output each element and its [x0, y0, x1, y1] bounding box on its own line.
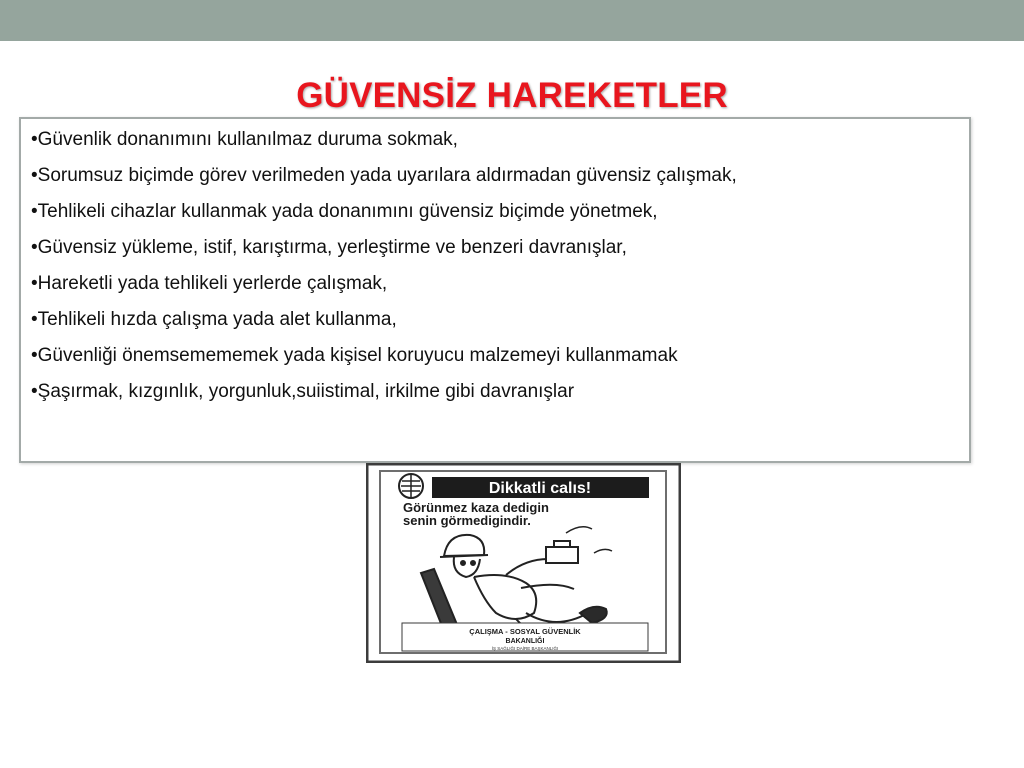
poster-headline: Dikkatli calıs! [488, 480, 592, 497]
bullet-item: •Güvenliği önemsemememek yada kişisel koruyucu malzemeyi kullanmamak [31, 345, 678, 366]
bullet-item: •Tehlikeli hızda çalışma yada alet kullanma, [31, 309, 397, 330]
slide-title: GÜVENSİZ HAREKETLER [296, 76, 728, 115]
poster-footer-line3: İŞ SAĞLIĞI DAİRE BAŞKANLIĞI [491, 646, 559, 651]
bullet-item: •Şaşırmak, kızgınlık, yorgunluk,suiistimal, irkilme gibi davranışlar [31, 381, 575, 402]
poster-footer-line1: ÇALIŞMA - SOSYAL GÜVENLİK [469, 627, 581, 636]
poster-tagline-line2: senin görmedigindir. [403, 513, 531, 528]
ministry-emblem-icon [399, 474, 423, 498]
bullet-item: •Güvenlik donanımını kullanılmaz duruma sokmak, [31, 129, 458, 150]
top-bar [0, 0, 1024, 41]
safety-poster [366, 463, 681, 663]
safety-poster-image [366, 463, 681, 663]
bullet-item: •Sorumsuz biçimde görev verilmeden yada uyarılara aldırmadan güvensiz çalışmak, [31, 165, 737, 186]
bullet-item: •Güvensiz yükleme, istif, karıştırma, yerleştirme ve benzeri davranışlar, [31, 237, 627, 258]
bullet-item: •Hareketli yada tehlikeli yerlerde çalışmak, [31, 273, 388, 294]
poster-footer-line2: BAKANLIĞI [505, 638, 545, 645]
bullet-item: •Tehlikeli cihazlar kullanmak yada donanımını güvensiz biçimde yönetmek, [31, 201, 658, 222]
bullet-list [31, 127, 959, 404]
poster-tagline-line1: Görünmez kaza dedigin [403, 500, 549, 515]
content-box [19, 117, 971, 463]
